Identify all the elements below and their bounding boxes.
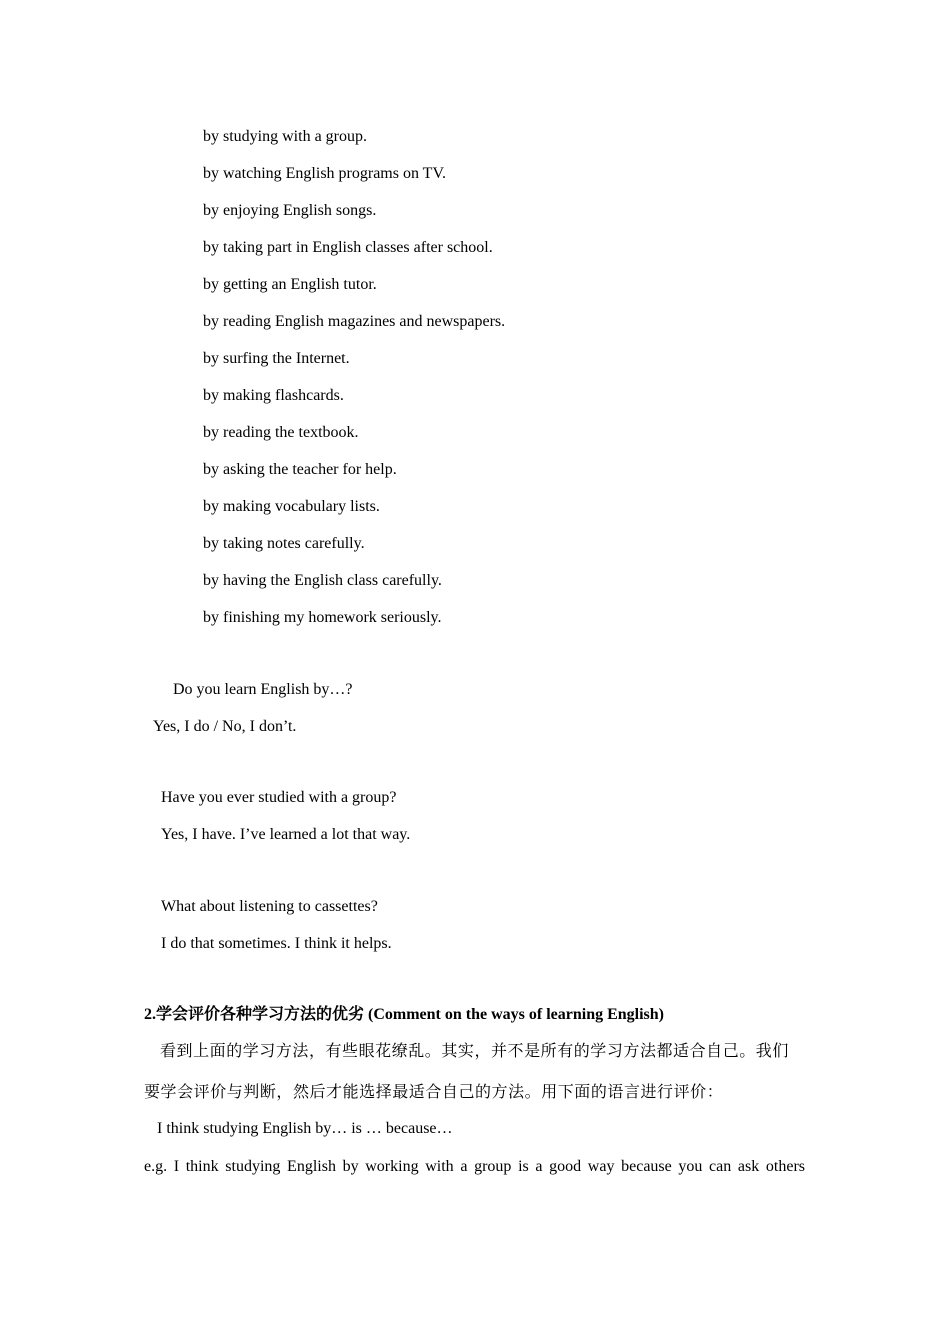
- dialogue-question: Have you ever studied with a group?: [161, 789, 397, 806]
- method-item: by asking the teacher for help.: [203, 461, 397, 478]
- method-item: by surfing the Internet.: [203, 350, 350, 367]
- paragraph-line: 要学会评价与判断，然后才能选择最适合自己的方法。用下面的语言进行评价：: [144, 1084, 724, 1101]
- method-item: by having the English class carefully.: [203, 572, 442, 589]
- dialogue-answer: Yes, I do / No, I don’t.: [153, 718, 297, 735]
- method-item: by enjoying English songs.: [203, 202, 377, 219]
- method-item: by making vocabulary lists.: [203, 498, 380, 515]
- sentence-pattern: I think studying English by… is … because…: [157, 1120, 453, 1137]
- method-item: by reading the textbook.: [203, 424, 359, 441]
- method-item: by reading English magazines and newspapers.: [203, 313, 506, 330]
- method-item: by getting an English tutor.: [203, 276, 377, 293]
- method-item: by taking part in English classes after school.: [203, 239, 493, 256]
- method-item: by studying with a group.: [203, 128, 367, 145]
- dialogue-answer: I do that sometimes. I think it helps.: [161, 935, 392, 952]
- method-item: by finishing my homework seriously.: [203, 609, 442, 626]
- dialogue-question: What about listening to cassettes?: [161, 898, 378, 915]
- dialogue-answer: Yes, I have. I’ve learned a lot that way.: [161, 826, 411, 843]
- example-sentence: e.g. I think studying English by working with a group is a good way because you can ask others: [144, 1158, 805, 1175]
- method-item: by making flashcards.: [203, 387, 344, 404]
- paragraph-line: 看到上面的学习方法，有些眼花缭乱。其实，并不是所有的学习方法都适合自己。我们: [160, 1043, 789, 1060]
- method-item: by taking notes carefully.: [203, 535, 365, 552]
- section-heading: 2.学会评价各种学习方法的优劣 (Comment on the ways of learning English): [144, 1006, 665, 1023]
- method-item: by watching English programs on TV.: [203, 165, 446, 182]
- dialogue-question: Do you learn English by…?: [173, 681, 353, 698]
